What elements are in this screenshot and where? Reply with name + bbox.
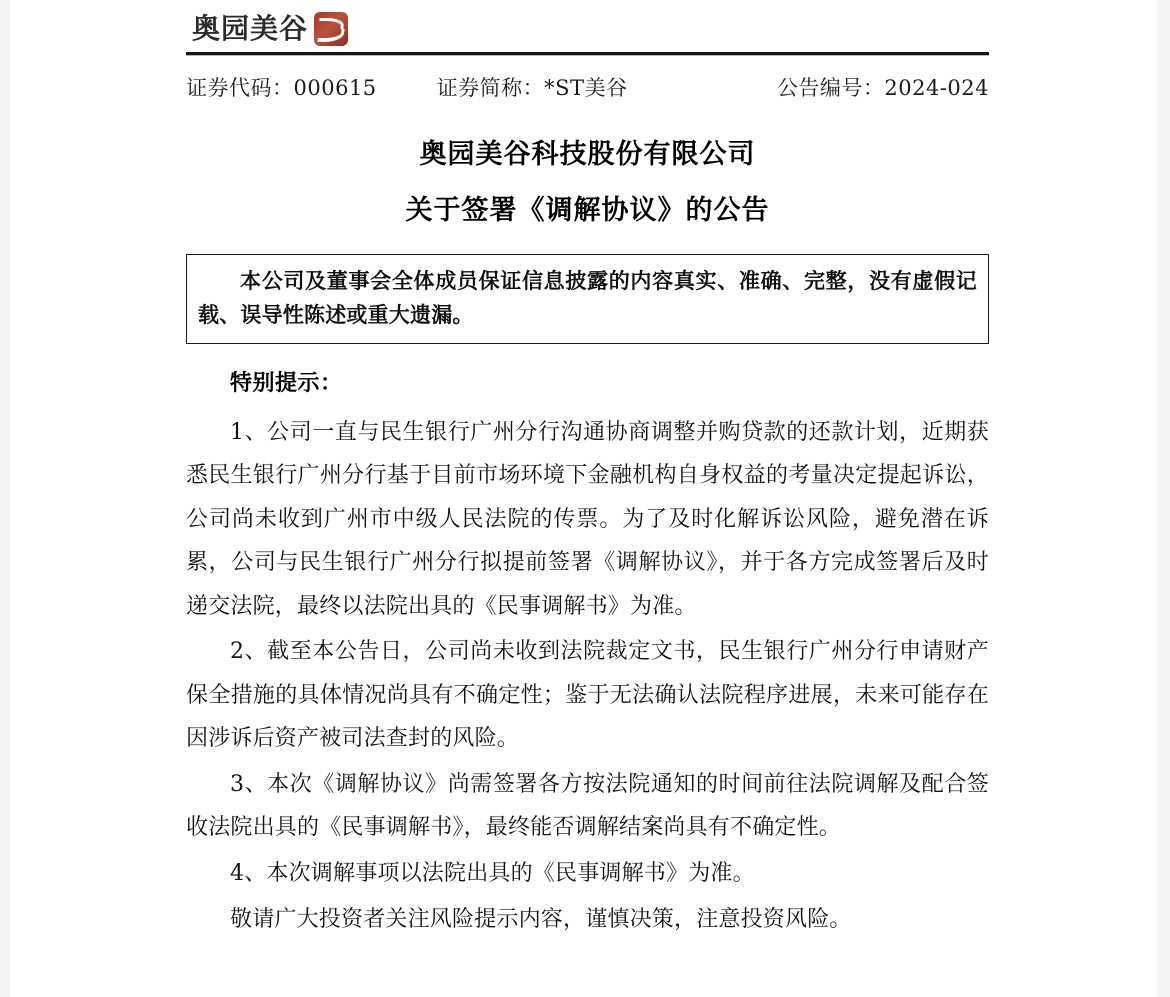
document-page bbox=[10, 0, 1157, 997]
swoosh-arrow-mark-icon bbox=[314, 12, 348, 46]
header-meta-row bbox=[186, 72, 989, 102]
notice-item-2: 2、截至本公告日，公司尚未收到法院裁定文书，民生银行广州分行申请财产保全措施的具体情况尚具有不确定性；鉴于无法确认法院程序进展，未来可能存在因涉诉后资产被司法查封的风险。 bbox=[186, 639, 989, 752]
letterhead-rule-thin bbox=[186, 55, 989, 56]
notice-item-4: 4、本次调解事项以法院出具的《民事调解书》为准。 bbox=[230, 861, 755, 886]
closing-note: 敬请广大投资者关注风险提示内容，谨慎决策，注意投资风险。 bbox=[230, 906, 852, 932]
stock-short-name: 证券简称：*ST美谷 bbox=[436, 76, 628, 100]
company-logo bbox=[192, 12, 348, 46]
document-content bbox=[186, 0, 989, 941]
notice-item-1: 1、公司一直与民生银行广州分行沟通协商调整并购贷款的还款计划，近期获悉民生银行广州分行基于目前市场环境下金融机构自身权益的考量决定提起诉讼，公司尚未收到广州市中级人民法院的传票。为了及时化解诉讼风险，避免潜在诉累，公司与民生银行广州分行拟提前签署《调解协议》，并于各方完成签署后及时递交法院，最终以法院出具的《民事调解书》为准。 bbox=[186, 419, 989, 619]
disclaimer-box: 本公司及董事会全体成员保证信息披露的内容真实、准确、完整，没有虚假记载、误导性陈述或重大遗漏。 bbox=[186, 254, 989, 344]
announcement-number: 公告编号：2024-024 bbox=[776, 76, 989, 100]
viewer-gutter-right bbox=[1157, 0, 1170, 997]
notice-item-3: 3、本次《调解协议》尚需签署各方按法院通知的时间前往法院调解及配合签收法院出具的《民事调解书》，最终能否调解结案尚具有不确定性。 bbox=[186, 771, 989, 841]
page-title-company: 奥园美谷科技股份有限公司 bbox=[419, 139, 756, 170]
viewer-gutter-left bbox=[0, 0, 10, 997]
company-logo-text: 奥园美谷 bbox=[192, 12, 309, 45]
letterhead bbox=[186, 0, 989, 46]
special-notice-heading: 特别提示： bbox=[230, 370, 343, 396]
stock-code: 证券代码：000615 bbox=[186, 76, 377, 100]
page-title-subject: 关于签署《调解协议》的公告 bbox=[405, 194, 770, 226]
